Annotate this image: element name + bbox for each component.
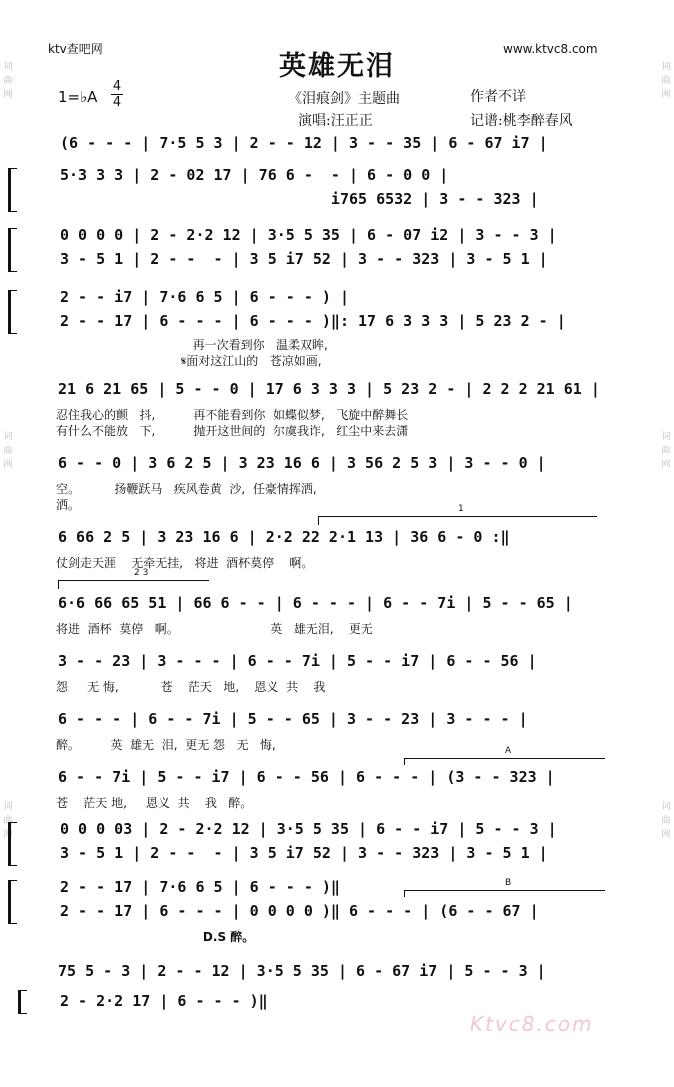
ds-marker: D.S 醉。 [40,930,255,944]
side-mark-right-2: 词曲网 [661,432,671,470]
score-line-1 [40,134,640,154]
lyric-verse-2: 有什么不能放 下, 抛开这世间的 尔虞我诈, 红尘中来去潇 [56,424,409,438]
time-signature [110,80,124,109]
author: 作者不详 [470,89,526,105]
score-line-11 [40,768,640,814]
volta-1: 1 [318,516,597,525]
lyric-verse-1: 忍住我心的颤 抖, 再不能看到你 如蝶似梦, 飞旋中醉舞长 [56,408,409,422]
score-line-10 [40,710,640,756]
song-title: 英雄无泪 [279,51,395,82]
lyric-verse-2: 洒。 [56,498,81,512]
site-url: www.ktvc8.com [503,42,598,56]
score-line-4 [40,288,640,368]
lyric: 仗剑走天涯 无牵无挂, 将进 酒杯莫停 啊。 [56,556,314,570]
notation-lower: 2 - - 17 | 6 - - - | 6 - - - )‖: 17 6 3 3 3 | 5 23 2 - | [60,312,566,330]
notation: 6·6 66 65 51 | 66 6 - - | 6 - - - | 6 - - 7i | 5 - - 65 | [58,594,573,612]
score-line-5 [40,380,640,440]
section-a-marker: A [404,758,605,765]
notation: 5·3 3 3 | 2 - 02 17 | 76 6 - - | 6 - 0 0 | [60,166,449,184]
score-line-12 [40,820,640,866]
lyric-verse-1: 再一次看到你 温柔双眸, [40,338,328,352]
notation: 6 - - 7i | 5 - - i7 | 6 - - 56 | 6 - - - | (3 - - 323 | [58,768,555,786]
system-brace [18,990,27,1014]
transcriber: 记谱:桃李醉春风 [470,113,573,129]
score-line-3 [40,226,640,272]
lyric: 苍 茫天 地, 恩义 共 我 醉。 [56,796,253,810]
score-line-9 [40,652,640,698]
side-mark-left-3: 词曲网 [3,802,13,840]
notation: 6 - - - | 6 - - 7i | 5 - - 65 | 3 - - 23 | 3 - - - | [58,710,528,728]
singer: 演唱:汪正正 [298,113,373,129]
volta-23: 2 3 [58,580,209,589]
side-mark-right: 词曲网 [661,62,671,100]
notation: 21 6 21 65 | 5 - - 0 | 17 6 3 3 3 | 5 23 2 - | 2 2 2 21 61 | [58,380,600,398]
score-line-2 [40,166,640,212]
score-line-7 [40,528,640,574]
side-mark-right-3: 词曲网 [661,802,671,840]
notation: 0 0 0 03 | 2 - 2·2 12 | 3·5 5 35 | 6 - - i7 | 5 - - 3 | [60,820,557,838]
notation-lower: 2 - - 17 | 6 - - - | 0 0 0 0 )‖ 6 - - - | (6 - - 67 | [60,902,539,920]
side-mark-left-2: 词曲网 [3,432,13,470]
score-line-6 [40,454,640,514]
system-brace [8,168,17,212]
system-brace [8,880,17,924]
score-line-13 [40,878,640,948]
notation: 3 - - 23 | 3 - - - | 6 - - 7i | 5 - - i7 | 6 - - 56 | [58,652,537,670]
lyric-verse-2: 𝄋面对这江山的 苍凉如画, [40,354,322,368]
lyric: 怨 无 悔, 苍 茫天 地, 恩义 共 我 [56,680,326,694]
notation: 2 - - 17 | 7·6 6 5 | 6 - - - )‖ [60,878,340,896]
notation-lower: 3 - 5 1 | 2 - - - | 3 5 i7 52 | 3 - - 323 | 3 - 5 1 | [60,844,548,862]
notation: (6 - - - | 7·5 5 3 | 2 - - 12 | 3 - - 35 | 6 - 67 i7 | [60,134,548,152]
key-signature: 1=♭A [58,88,98,106]
lyric: 醉。 英 雄无 泪, 更无 怨 无 悔, [56,738,276,752]
notation: 75 5 - 3 | 2 - - 12 | 3·5 5 35 | 6 - 67 i7 | 5 - - 3 | [58,962,546,980]
score-line-14 [40,962,640,984]
lyric-verse-1: 空。 扬鞭跃马 疾风卷黄 沙, 任豪情挥洒, [56,482,317,496]
meter-top: 4 [112,79,122,94]
subtitle: 《泪痕剑》主题曲 [288,91,400,107]
site-name-left: ktv查吧网 [48,42,103,56]
side-mark-left: 词曲网 [3,62,13,100]
score-line-15 [40,992,640,1014]
section-b-marker: B [404,890,605,897]
system-brace [8,822,17,866]
notation-lower: i765 6532 | 3 - - 323 | [60,190,539,208]
lyric: 将进 酒杯 莫停 啊。 英 雄无泪, 更无 [56,622,373,636]
system-brace [8,228,17,272]
notation: 2 - - i7 | 7·6 6 5 | 6 - - - ) | [60,288,349,306]
notation: 2 - 2·2 17 | 6 - - - )‖ [60,992,268,1010]
notation: 6 66 2 5 | 3 23 16 6 | 2·2 22 2·1 13 | 36 6 - 0 :‖ [58,528,510,546]
watermark-logo: Ktvc8.com [470,1012,594,1036]
notation: 6 - - 0 | 3 6 2 5 | 3 23 16 6 | 3 56 2 5 3 | 3 - - 0 | [58,454,546,472]
score-line-8 [40,594,640,640]
notation: 0 0 0 0 | 2 - 2·2 12 | 3·5 5 35 | 6 - 07 i2 | 3 - - 3 | [60,226,557,244]
meter-bottom: 4 [112,95,122,110]
notation-lower: 3 - 5 1 | 2 - - - | 3 5 i7 52 | 3 - - 323 | 3 - 5 1 | [60,250,548,268]
system-brace [8,290,17,334]
